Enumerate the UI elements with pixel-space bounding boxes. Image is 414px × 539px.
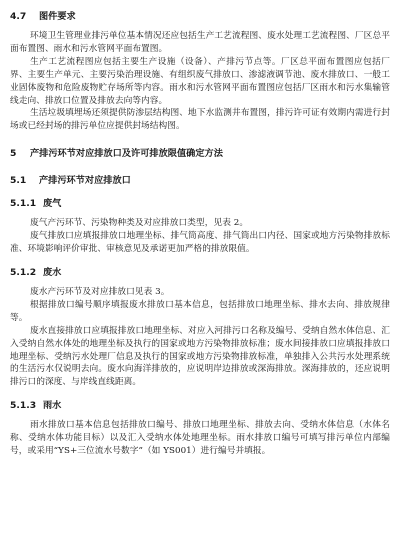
section-title: 产排污环节对应排放口及许可排放限值确定方法 <box>30 148 223 160</box>
paragraph: 生活垃圾填埋场还须提供防渗层结构图、地下水监测井布置图，排污许可证有效期内需进行封场或已经封场的排污单位应提供封场结构图。 <box>10 108 390 132</box>
paragraph: 根据排放口编号顺序填报废水排放口基本信息，包括排放口地理坐标、排水去向、排放规律等。 <box>10 299 390 323</box>
section-number: 4.7 <box>10 11 27 22</box>
section-heading-5-1-3 <box>10 399 390 412</box>
section-title: 图件要求 <box>39 11 76 22</box>
section-title: 产排污环节对应排放口 <box>39 175 131 187</box>
section-number: 5.1.3 <box>10 400 37 412</box>
section-title: 雨水 <box>43 400 62 412</box>
paragraph: 生产工艺流程图应包括主要生产设施（设备）、产排污节点等。厂区总平面布置图应包括厂界、主要生产单元、主要污染治理设施、有组织废气排放口、渗滤液调节池、废水排放口、一般工业固体废物和危险废物贮存场所等内容。雨水和污水管网平面布置图应包括厂区雨水和污水集输管线走向、排放口位置及排放去向等内容。 <box>10 56 390 106</box>
section-heading-5-1-2 <box>10 266 390 279</box>
section-title: 废水 <box>43 266 62 278</box>
paragraph: 废水直接排放口应填报排放口地理坐标、对应入河排污口名称及编号、受纳自然水体信息、汇入受纳自然水体处的地理坐标及执行的国家或地方污染物排放标准；废水间接排放口应填报排放口地理坐标、受纳污水处理厂信息及执行的国家或地方污染物排放标准，单独排入公共污水处理系统的生活污水仅说明去向。废水向海洋排放的，应说明岸边排放或深海排放。深海排放的，还应说明排污口的深度、与岸线直线距离。 <box>10 325 390 388</box>
paragraph: 雨水排放口基本信息包括排放口编号、排放口地理坐标、排放去向、受纳水体信息（水体名称、受纳水体功能目标）以及汇入受纳水体处地理坐标。雨水排放口编号可填写排污单位内部编号，或采用“YS+三位流水号数字”（如 YS001）进行编号并填报。 <box>10 420 390 457</box>
section-number: 5.1.1 <box>10 198 37 210</box>
paragraph: 废水产污环节及对应排放口见表 3。 <box>30 286 170 297</box>
section-heading-4-7 <box>10 10 390 23</box>
section-number: 5.1.2 <box>10 266 37 278</box>
paragraph: 废气排放口应填报排放口地理坐标、排气筒高度、排气筒出口内径、国家或地方污染物排放标准、环境影响评价审批、审核意见及承诺更加严格的排放限值。 <box>10 231 390 255</box>
paragraph: 环境卫生管理业排污单位基本情况还应包括生产工艺流程图、废水处理工艺流程图、厂区总平面布置图、雨水和污水管网平面布置图。 <box>10 31 390 54</box>
paragraph: 废气产污环节、污染物种类及对应排放口类型，见表 2。 <box>30 218 249 229</box>
section-heading-5-1 <box>10 174 390 187</box>
section-title: 废气 <box>43 198 62 210</box>
section-number: 5 <box>10 148 17 160</box>
section-heading-5-1-1 <box>10 197 390 210</box>
section-heading-5 <box>10 147 390 160</box>
section-number: 5.1 <box>10 175 27 187</box>
